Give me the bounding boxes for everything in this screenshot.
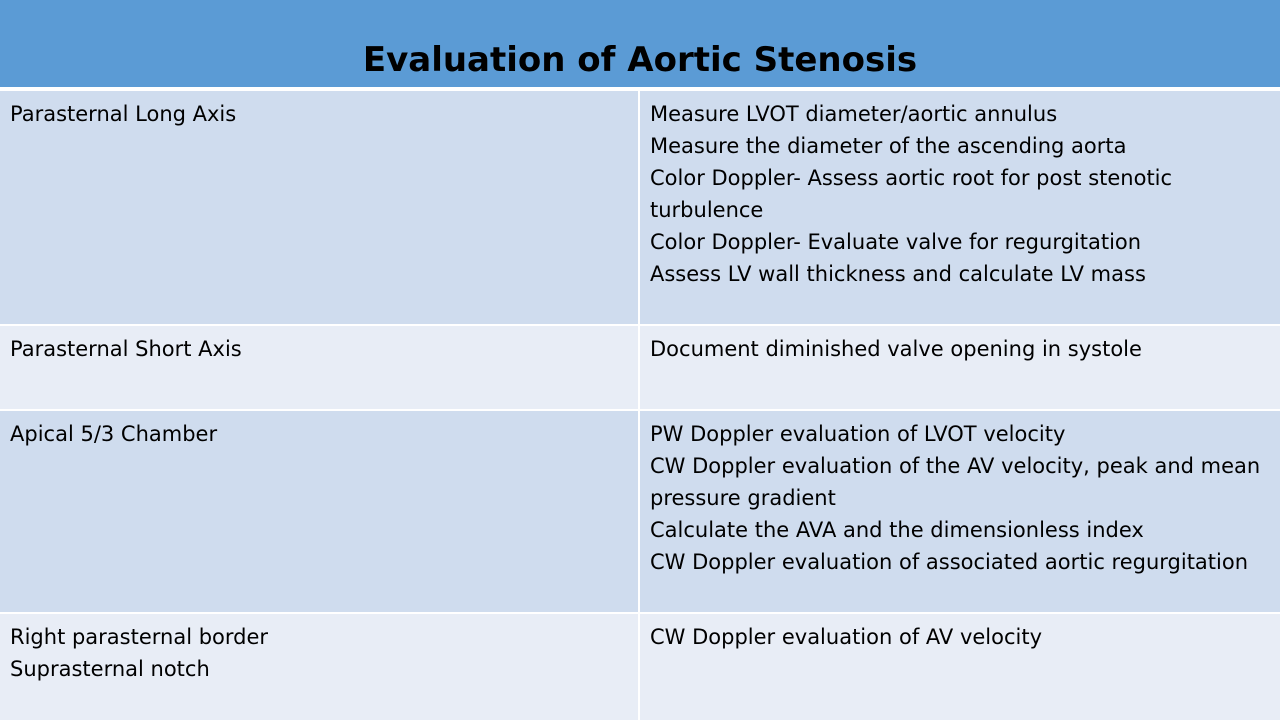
task-item: Document diminished valve opening in systole bbox=[650, 337, 1142, 361]
view-label: Suprasternal notch bbox=[10, 657, 210, 681]
tasks-cell bbox=[640, 411, 1280, 612]
task-item: Color Doppler- Evaluate valve for regurgitation bbox=[650, 230, 1142, 254]
task-item: PW Doppler evaluation of LVOT velocity bbox=[650, 422, 1066, 446]
tasks-cell bbox=[640, 91, 1280, 324]
slide-title: Evaluation of Aortic Stenosis bbox=[362, 40, 918, 80]
task-item: Measure the diameter of the ascending aorta bbox=[650, 134, 1127, 158]
task-item: Assess LV wall thickness and calculate LV mass bbox=[650, 262, 1146, 286]
view-label: Parasternal Long Axis bbox=[10, 102, 237, 126]
table-row bbox=[0, 91, 1280, 324]
task-item: CW Doppler evaluation of associated aortic regurgitation bbox=[650, 550, 1249, 574]
task-item: CW Doppler evaluation of the AV velocity, peak and mean pressure gradient bbox=[650, 454, 1261, 510]
tasks-cell bbox=[640, 614, 1280, 720]
table-row bbox=[0, 326, 1280, 409]
view-cell bbox=[0, 614, 640, 720]
view-cell bbox=[0, 91, 640, 324]
task-item: CW Doppler evaluation of AV velocity bbox=[650, 625, 1043, 649]
view-cell bbox=[0, 411, 640, 612]
view-label: Parasternal Short Axis bbox=[10, 337, 242, 361]
table-row bbox=[0, 411, 1280, 612]
tasks-cell bbox=[640, 326, 1280, 409]
view-cell bbox=[0, 326, 640, 409]
task-item: Measure LVOT diameter/aortic annulus bbox=[650, 102, 1058, 126]
view-label: Right parasternal border bbox=[10, 625, 269, 649]
view-label: Apical 5/3 Chamber bbox=[10, 422, 218, 446]
task-item: Color Doppler- Assess aortic root for post stenotic turbulence bbox=[650, 166, 1173, 222]
task-item: Calculate the AVA and the dimensionless index bbox=[650, 518, 1144, 542]
table-row bbox=[0, 614, 1280, 720]
title-bar bbox=[0, 0, 1280, 89]
